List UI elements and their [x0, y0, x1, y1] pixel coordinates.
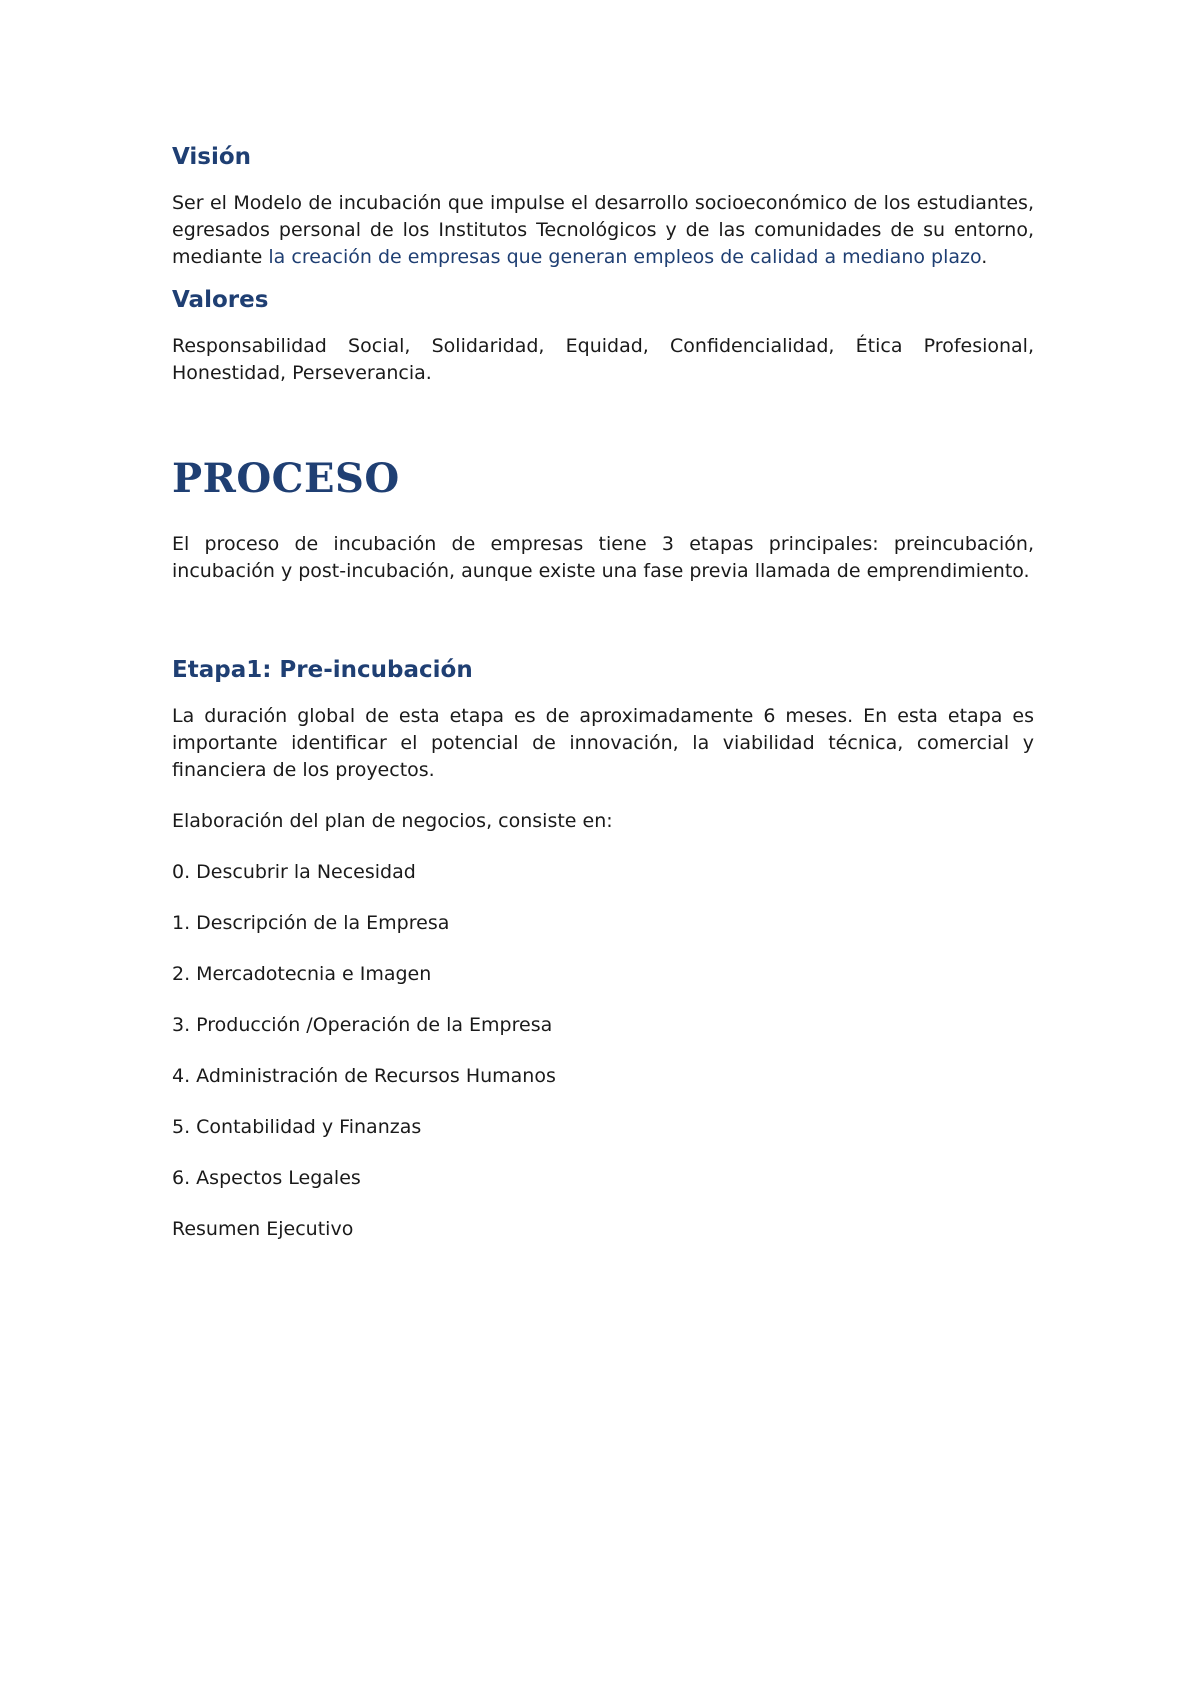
- resumen-ejecutivo: Resumen Ejecutivo: [172, 1218, 354, 1240]
- valores-paragraph: Responsabilidad Social, Solidaridad, Equidad, Confidencialidad, Ética Profesional, Honestidad, Perseverancia.: [172, 335, 1034, 384]
- vision-text: Ser el Modelo de incubación que impulse el desarrollo socioeconómico de los estudiantes, egresados personal de los Institutos Tecnológicos y de las comunidades de su entorno, mediante: [172, 192, 1034, 268]
- list-item: 6. Aspectos Legales: [172, 1167, 361, 1189]
- list-item: 4. Administración de Recursos Humanos: [172, 1065, 556, 1087]
- proceso-paragraph: El proceso de incubación de empresas tiene 3 etapas principales: preincubación, incubación y post-incubación, aunque existe una fase previa llamada de emprendimiento.: [172, 533, 1034, 582]
- list-item: 1. Descripción de la Empresa: [172, 912, 450, 934]
- etapa1-paragraph: La duración global de esta etapa es de aproximadamente 6 meses. En esta etapa es importante identificar el potencial de innovación, la viabilidad técnica, comercial y financiera de los proyectos.: [172, 705, 1034, 781]
- list-item: 0. Descubrir la Necesidad: [172, 861, 416, 883]
- list-item: 2. Mercadotecnia e Imagen: [172, 963, 432, 985]
- vision-text-end: .: [981, 246, 988, 268]
- plan-intro: Elaboración del plan de negocios, consiste en:: [172, 810, 613, 832]
- valores-heading: Valores: [172, 287, 269, 313]
- vision-heading: Visión: [172, 144, 252, 170]
- vision-paragraph: [172, 190, 1034, 271]
- etapa1-heading: Etapa1: Pre-incubación: [172, 657, 473, 683]
- plan-list: [172, 859, 1034, 1192]
- list-item: 5. Contabilidad y Finanzas: [172, 1116, 422, 1138]
- vision-highlight-text: la creación de empresas que generan empleos de calidad a mediano plazo: [268, 246, 982, 268]
- proceso-heading: PROCESO: [172, 455, 400, 502]
- list-item: 3. Producción /Operación de la Empresa: [172, 1014, 553, 1036]
- page-content: [172, 140, 1034, 1243]
